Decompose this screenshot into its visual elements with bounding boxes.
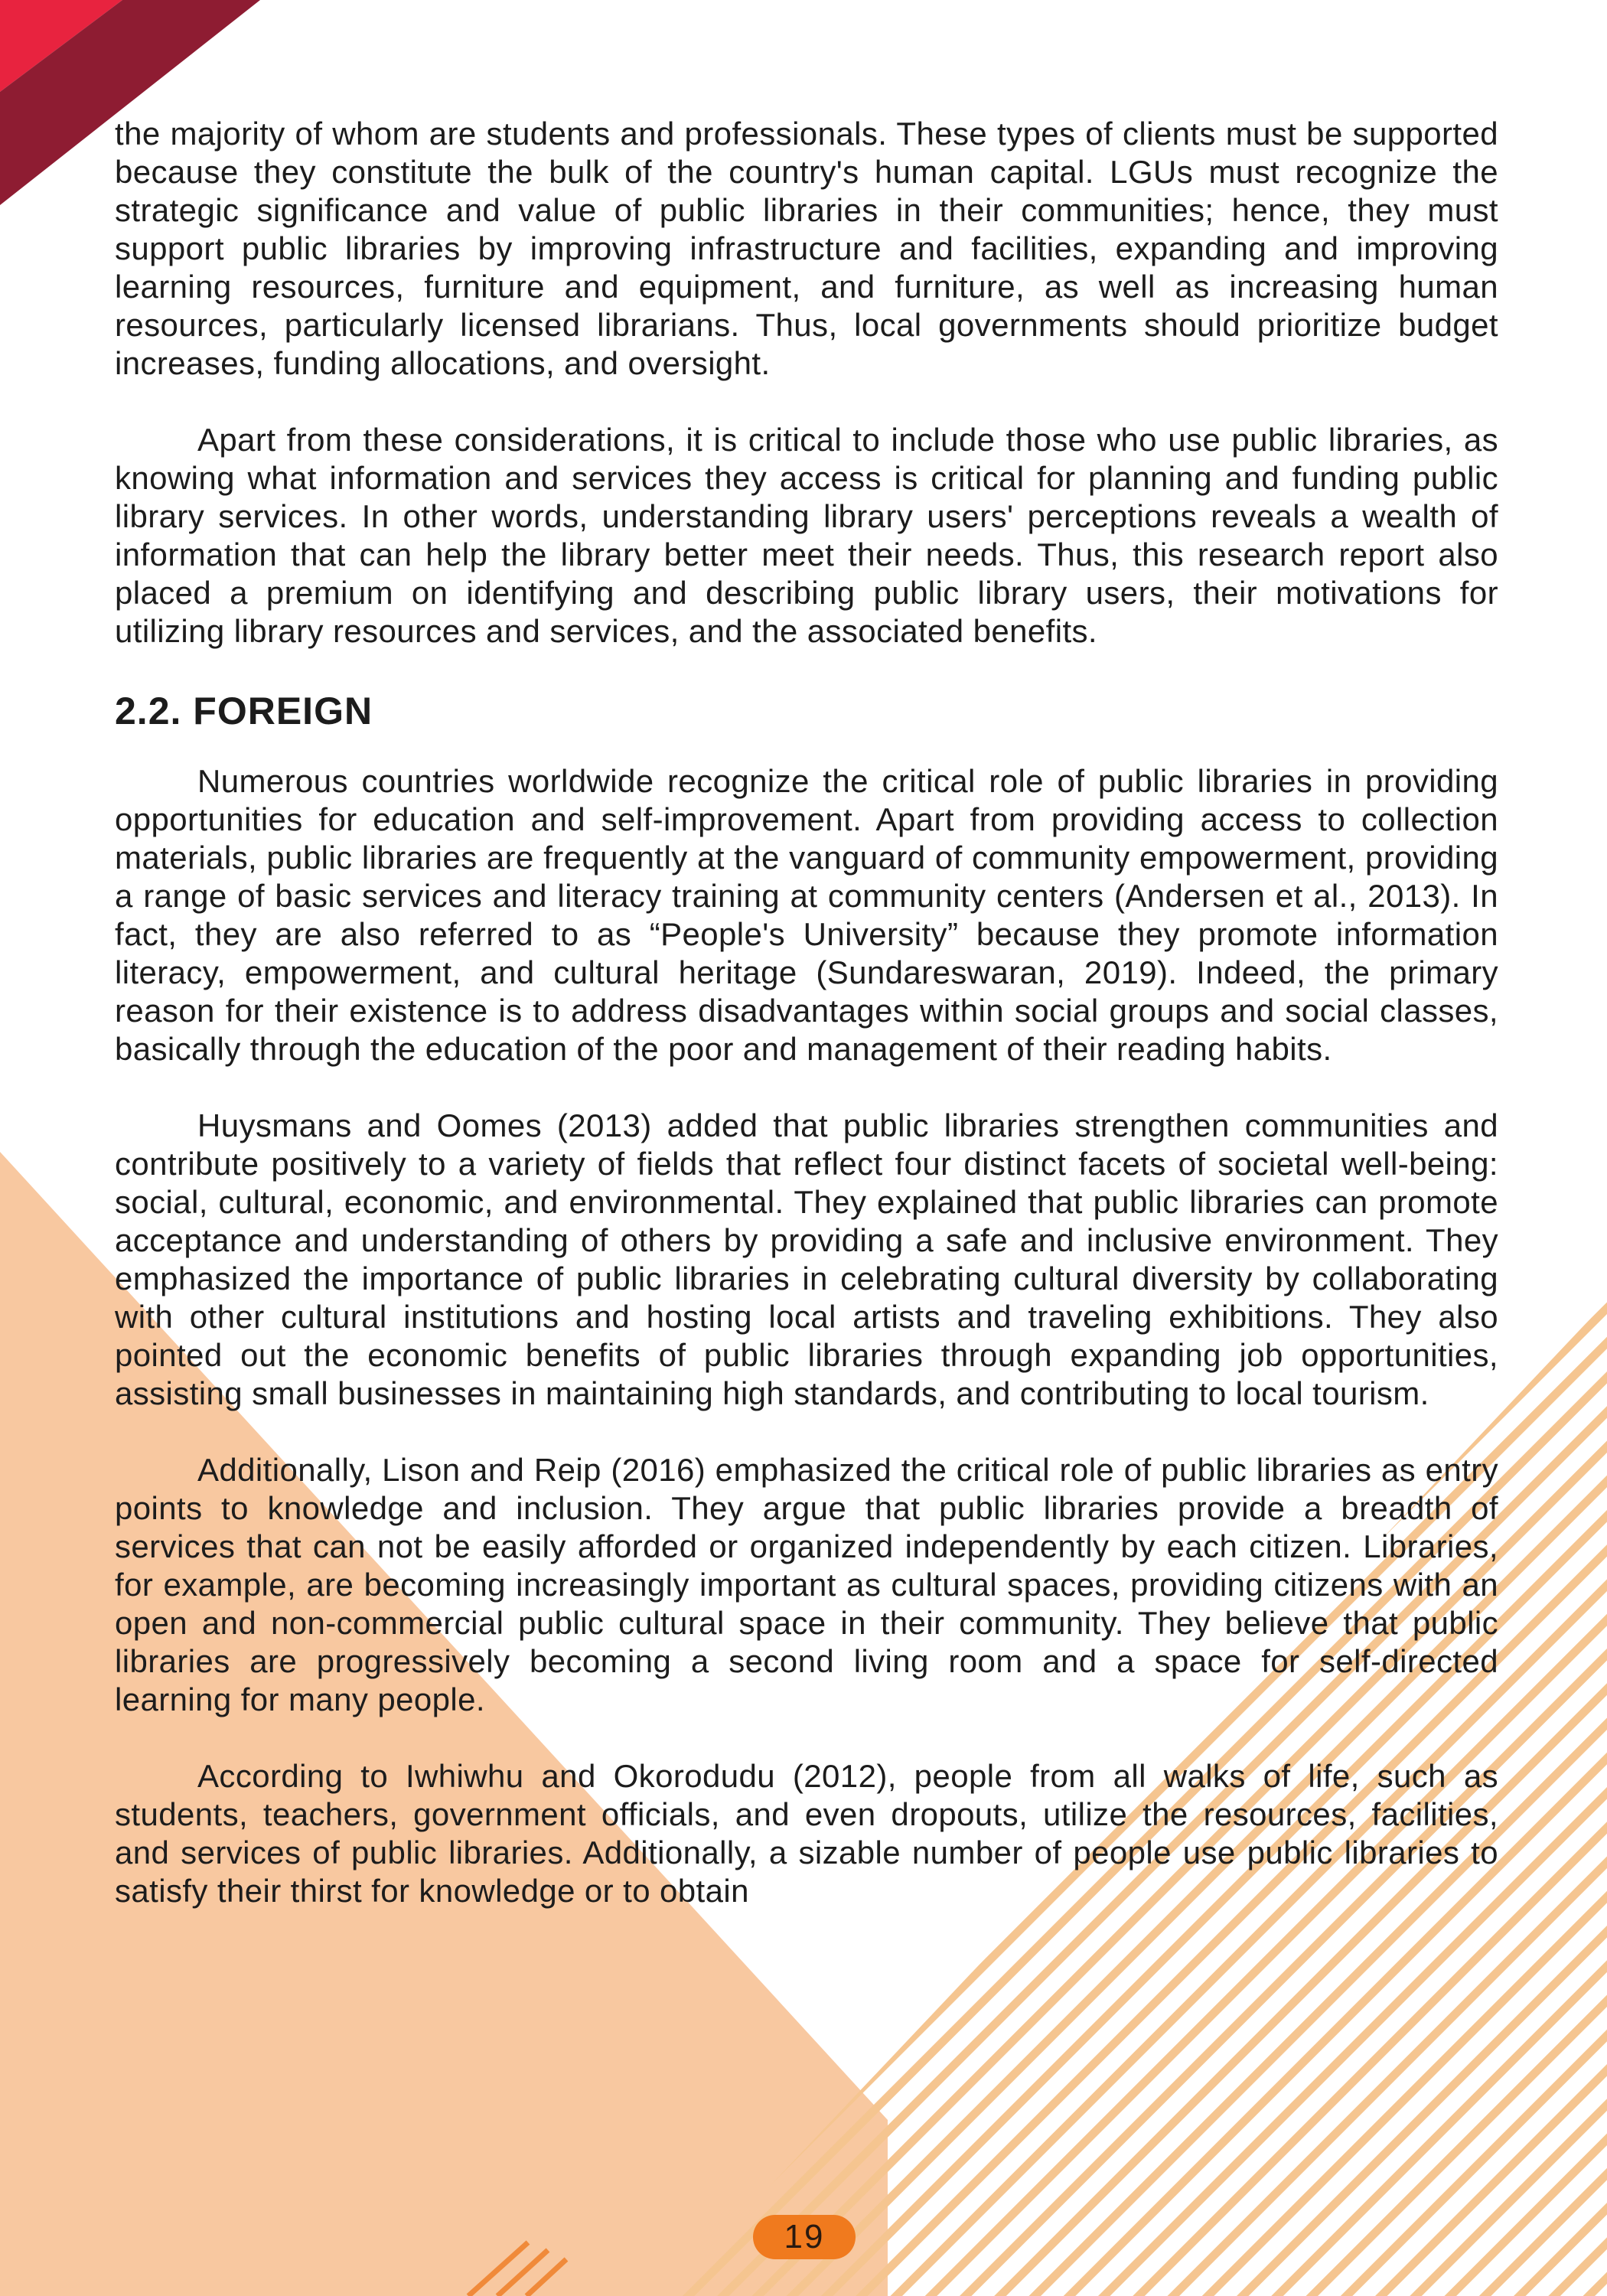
paragraph: the majority of whom are students and professionals. These types of clients must be supported because they constitute the bulk of the country's human capital. LGUs must recognize the strategic significance and value of public libraries in their communities; hence, they must support public libraries by improving infrastructure and facilities, expanding and improving learning resources, furniture and equipment, and furniture, as well as increasing human resources, particularly licensed librarians. Thus, local governments should prioritize budget increases, funding allocations, and oversight. [115, 116, 1498, 381]
page-number-badge: 19 [753, 2215, 856, 2259]
paragraph: Apart from these considerations, it is critical to include those who use public libraries, as knowing what information and services they access is critical for planning and funding public library services. In other words, understanding library users' perceptions reveals a wealth of information that can help the library better meet their needs. Thus, this research report also placed a premium on identifying and describing public library users, their motivations for utilizing library resources and services, and the associated benefits. [115, 422, 1498, 649]
section-heading: 2.2. FOREIGN [115, 690, 373, 732]
paragraph: Numerous countries worldwide recognize the critical role of public libraries in providing opportunities for education and self-improvement. Apart from providing access to collection materials, public libraries are frequently at the vanguard of community empowerment, providing a range of basic services and literacy training at community centers (Andersen et al., 2013). In fact, they are also referred to as “People's University” because they promote information literacy, empowerment, and cultural heritage (Sundareswaran, 2019). Indeed, the primary reason for their existence is to address disadvantages within social groups and social classes, basically through the education of the poor and management of their reading habits. [115, 763, 1498, 1067]
paragraph: According to Iwhiwhu and Okorodudu (2012), people from all walks of life, such as students, teachers, government officials, and even dropouts, utilize the resources, facilities, and services of public libraries. Additionally, a sizable number of people use public libraries to satisfy their thirst for knowledge or to obtain [115, 1758, 1498, 1909]
paragraph: Additionally, Lison and Reip (2016) emphasized the critical role of public libraries as entry points to knowledge and inclusion. They argue that public libraries provide a breadth of services that can not be easily afforded or organized independently by each citizen. Libraries, for example, are becoming increasingly important as cultural spaces, providing citizens with an open and non-commercial public cultural space in their community. They believe that public libraries are progressively becoming a second living room and a space for self-directed learning for many people. [115, 1452, 1498, 1717]
paragraph: Huysmans and Oomes (2013) added that public libraries strengthen communities and contribute positively to a variety of fields that reflect four distinct facets of societal well-being: social, cultural, economic, and environmental. They explained that public libraries can promote acceptance and understanding of others by providing a safe and inclusive environment. They emphasized the importance of public libraries in celebrating cultural diversity by collaborating with other cultural institutions and hosting local artists and traveling exhibitions. They also pointed out the economic benefits of public libraries through expanding job opportunities, assisting small businesses in maintaining high standards, and contributing to local tourism. [115, 1107, 1498, 1411]
page-body [115, 115, 1498, 1949]
